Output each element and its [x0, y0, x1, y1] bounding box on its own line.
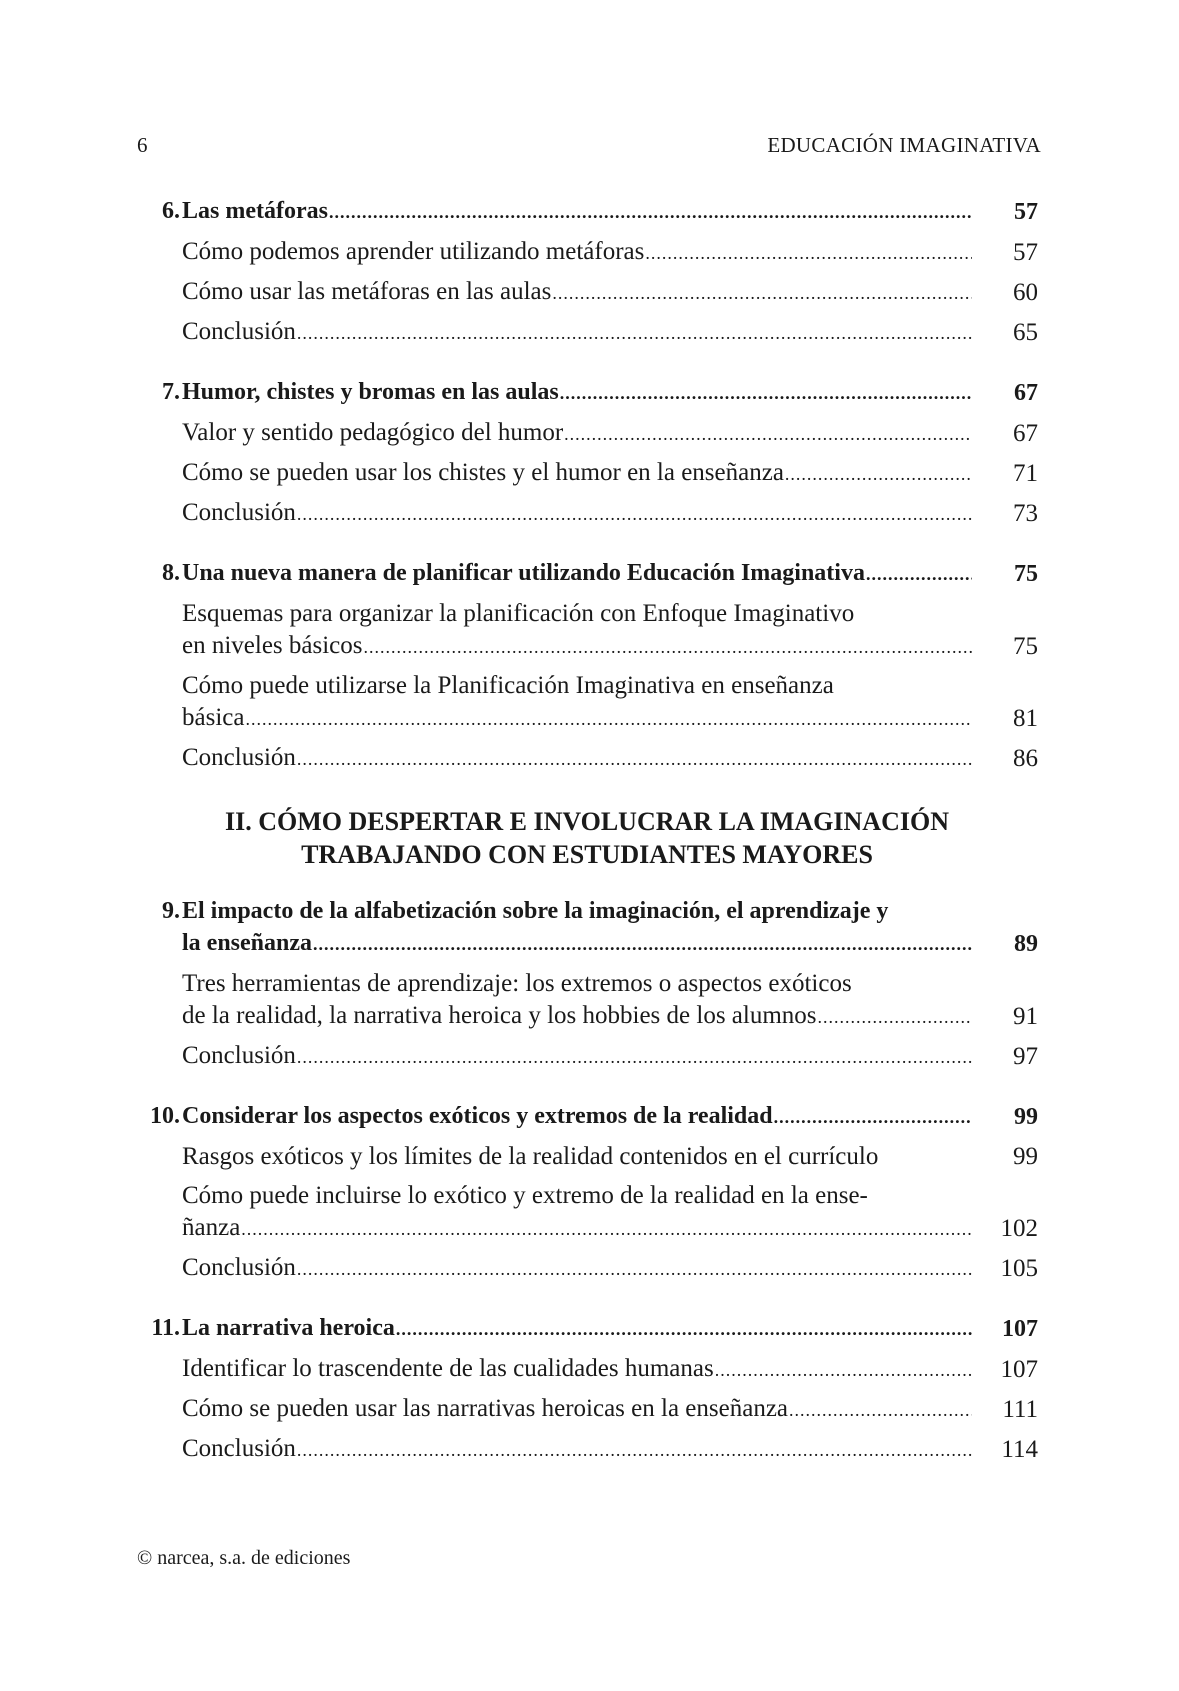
toc-subentry[interactable] [136, 1141, 1038, 1173]
toc-subentry[interactable] [136, 417, 1038, 450]
toc-chapter-7 [136, 376, 1038, 530]
subentry-title: Valor y sentido pedagógico del humor [182, 419, 564, 446]
page-ref: 111 [1002, 1396, 1038, 1423]
subentry-title-line2: en niveles básicos [182, 632, 363, 659]
toc-subentry[interactable] [136, 1393, 1038, 1426]
page-number: 6 [137, 133, 148, 157]
toc-subentry[interactable] [136, 1040, 1038, 1073]
toc-subentry[interactable] [136, 670, 1038, 735]
page-ref: 86 [1013, 745, 1038, 772]
chapter-title: Humor, chistes y bromas en las aulas [182, 379, 559, 405]
running-title: EDUCACIÓN IMAGINATIVA [767, 133, 1041, 157]
page-ref: 73 [1013, 500, 1038, 527]
page-ref: 60 [1013, 279, 1038, 306]
dot-leader [564, 418, 972, 450]
toc-chapter-heading[interactable] [136, 195, 1038, 228]
dot-leader [552, 277, 972, 309]
chapter-title: La narrativa heroica [182, 1315, 395, 1341]
page-ref: 75 [1013, 633, 1038, 660]
dot-leader [715, 1354, 972, 1386]
dot-leader [297, 498, 972, 530]
toc-chapter-heading[interactable] [136, 376, 1038, 409]
chapter-number: 10. [150, 1103, 180, 1129]
chapter-title-line1: El impacto de la alfabetización sobre la imaginación, el aprendizaje y [182, 898, 889, 924]
page-ref: 67 [1014, 380, 1038, 406]
toc-subentry[interactable] [136, 1252, 1038, 1285]
toc-subentry[interactable] [136, 316, 1038, 349]
dot-leader [245, 703, 972, 735]
toc-chapter-8 [136, 557, 1038, 775]
dot-leader [329, 196, 972, 228]
toc-subentry[interactable] [136, 742, 1038, 775]
dot-leader [297, 1434, 972, 1466]
chapter-number: 8. [162, 560, 180, 586]
subentry-title-line2: básica [182, 704, 245, 731]
page-ref: 114 [1001, 1436, 1038, 1463]
dot-leader [313, 928, 972, 960]
toc-chapter-6 [136, 195, 1038, 349]
dot-leader [866, 558, 972, 590]
subentry-title: Conclusión [182, 1254, 296, 1281]
subentry-title: Cómo se pueden usar las narrativas heroicas en la enseñanza [182, 1395, 789, 1422]
subentry-title: Cómo usar las metáforas en las aulas [182, 278, 552, 305]
chapter-number: 11. [151, 1315, 180, 1341]
subentry-title: Rasgos exóticos y los límites de la realidad contenidos en el currículo [182, 1143, 879, 1170]
page-ref: 75 [1014, 561, 1038, 587]
dot-leader [785, 458, 972, 490]
chapter-title: Las metáforas [182, 198, 328, 224]
toc-subentry[interactable] [136, 276, 1038, 309]
toc-subentry[interactable] [136, 968, 1038, 1033]
dot-leader [241, 1213, 972, 1245]
subentry-title-line2: de la realidad, la narrativa heroica y los hobbies de los alumnos [182, 1002, 817, 1029]
page-ref: 99 [1014, 1104, 1038, 1130]
dot-leader [364, 631, 972, 663]
dot-leader [645, 237, 972, 269]
dot-leader [789, 1394, 972, 1426]
dot-leader [297, 317, 972, 349]
part-title-line1: II. CÓMO DESPERTAR E INVOLUCRAR LA IMAGINACIÓN [225, 807, 949, 836]
chapter-title-line2: la enseñanza [182, 930, 313, 956]
page-ref: 107 [1000, 1356, 1038, 1383]
page-ref: 107 [1002, 1316, 1038, 1342]
toc-chapter-heading[interactable] [136, 557, 1038, 590]
toc-subentry[interactable] [136, 1180, 1038, 1245]
page-ref: 91 [1013, 1003, 1038, 1030]
subentry-title-line1: Cómo puede incluirse lo exótico y extremo de la realidad en la ense- [182, 1182, 868, 1209]
page-ref: 57 [1013, 239, 1038, 266]
toc-subentry[interactable] [136, 598, 1038, 663]
subentry-title: Identificar lo trascendente de las cualidades humanas [182, 1355, 714, 1382]
subentry-title-line1: Cómo puede utilizarse la Planificación Imaginativa en enseñanza [182, 672, 834, 699]
toc-chapter-10 [136, 1100, 1038, 1285]
subentry-title-line1: Tres herramientas de aprendizaje: los extremos o aspectos exóticos [182, 970, 852, 997]
toc-chapter-heading[interactable] [136, 1100, 1038, 1133]
page-ref: 71 [1013, 460, 1038, 487]
subentry-title: Cómo podemos aprender utilizando metáforas [182, 238, 645, 265]
chapter-title: Considerar los aspectos exóticos y extremos de la realidad [182, 1103, 773, 1129]
page-ref: 65 [1013, 319, 1038, 346]
table-of-contents [136, 195, 1038, 1493]
subentry-title: Conclusión [182, 744, 296, 771]
dot-leader [297, 743, 972, 775]
toc-subentry[interactable] [136, 1353, 1038, 1386]
toc-chapter-heading[interactable] [136, 895, 1038, 960]
toc-chapter-9 [136, 895, 1038, 1073]
toc-chapter-11 [136, 1312, 1038, 1466]
toc-subentry[interactable] [136, 236, 1038, 269]
page-ref: 89 [1014, 931, 1038, 957]
part-title-line2: TRABAJANDO CON ESTUDIANTES MAYORES [301, 840, 873, 869]
dot-leader [818, 1001, 972, 1033]
dot-leader [774, 1101, 972, 1133]
page-ref: 97 [1013, 1043, 1038, 1070]
chapter-title: Una nueva manera de planificar utilizando Educación Imaginativa [182, 560, 865, 586]
subentry-title: Conclusión [182, 318, 296, 345]
page-ref: 105 [1000, 1255, 1038, 1282]
page-ref: 102 [1000, 1215, 1038, 1242]
dot-leader [297, 1041, 972, 1073]
subentry-title: Conclusión [182, 499, 296, 526]
part-title [136, 805, 1038, 871]
dot-leader [560, 377, 972, 409]
page-ref: 67 [1013, 420, 1038, 447]
subentry-title: Conclusión [182, 1435, 296, 1462]
toc-chapter-heading[interactable] [136, 1312, 1038, 1345]
dot-leader [297, 1253, 972, 1285]
page-ref: 57 [1014, 199, 1038, 225]
subentry-title: Conclusión [182, 1042, 296, 1069]
page-ref: 99 [1013, 1143, 1038, 1170]
toc-subentry[interactable] [136, 497, 1038, 530]
toc-subentry[interactable] [136, 1433, 1038, 1466]
chapter-number: 6. [162, 198, 180, 224]
subentry-title-line1: Esquemas para organizar la planificación con Enfoque Imaginativo [182, 600, 855, 627]
chapter-number: 7. [162, 379, 180, 405]
subentry-title-line2: ñanza [182, 1214, 241, 1241]
copyright-footer: © narcea, s.a. de ediciones [137, 1547, 351, 1569]
toc-subentry[interactable] [136, 457, 1038, 490]
chapter-number: 9. [162, 898, 180, 924]
subentry-title: Cómo se pueden usar los chistes y el humor en la enseñanza [182, 459, 784, 486]
dot-leader [396, 1313, 972, 1345]
page-ref: 81 [1013, 705, 1038, 732]
